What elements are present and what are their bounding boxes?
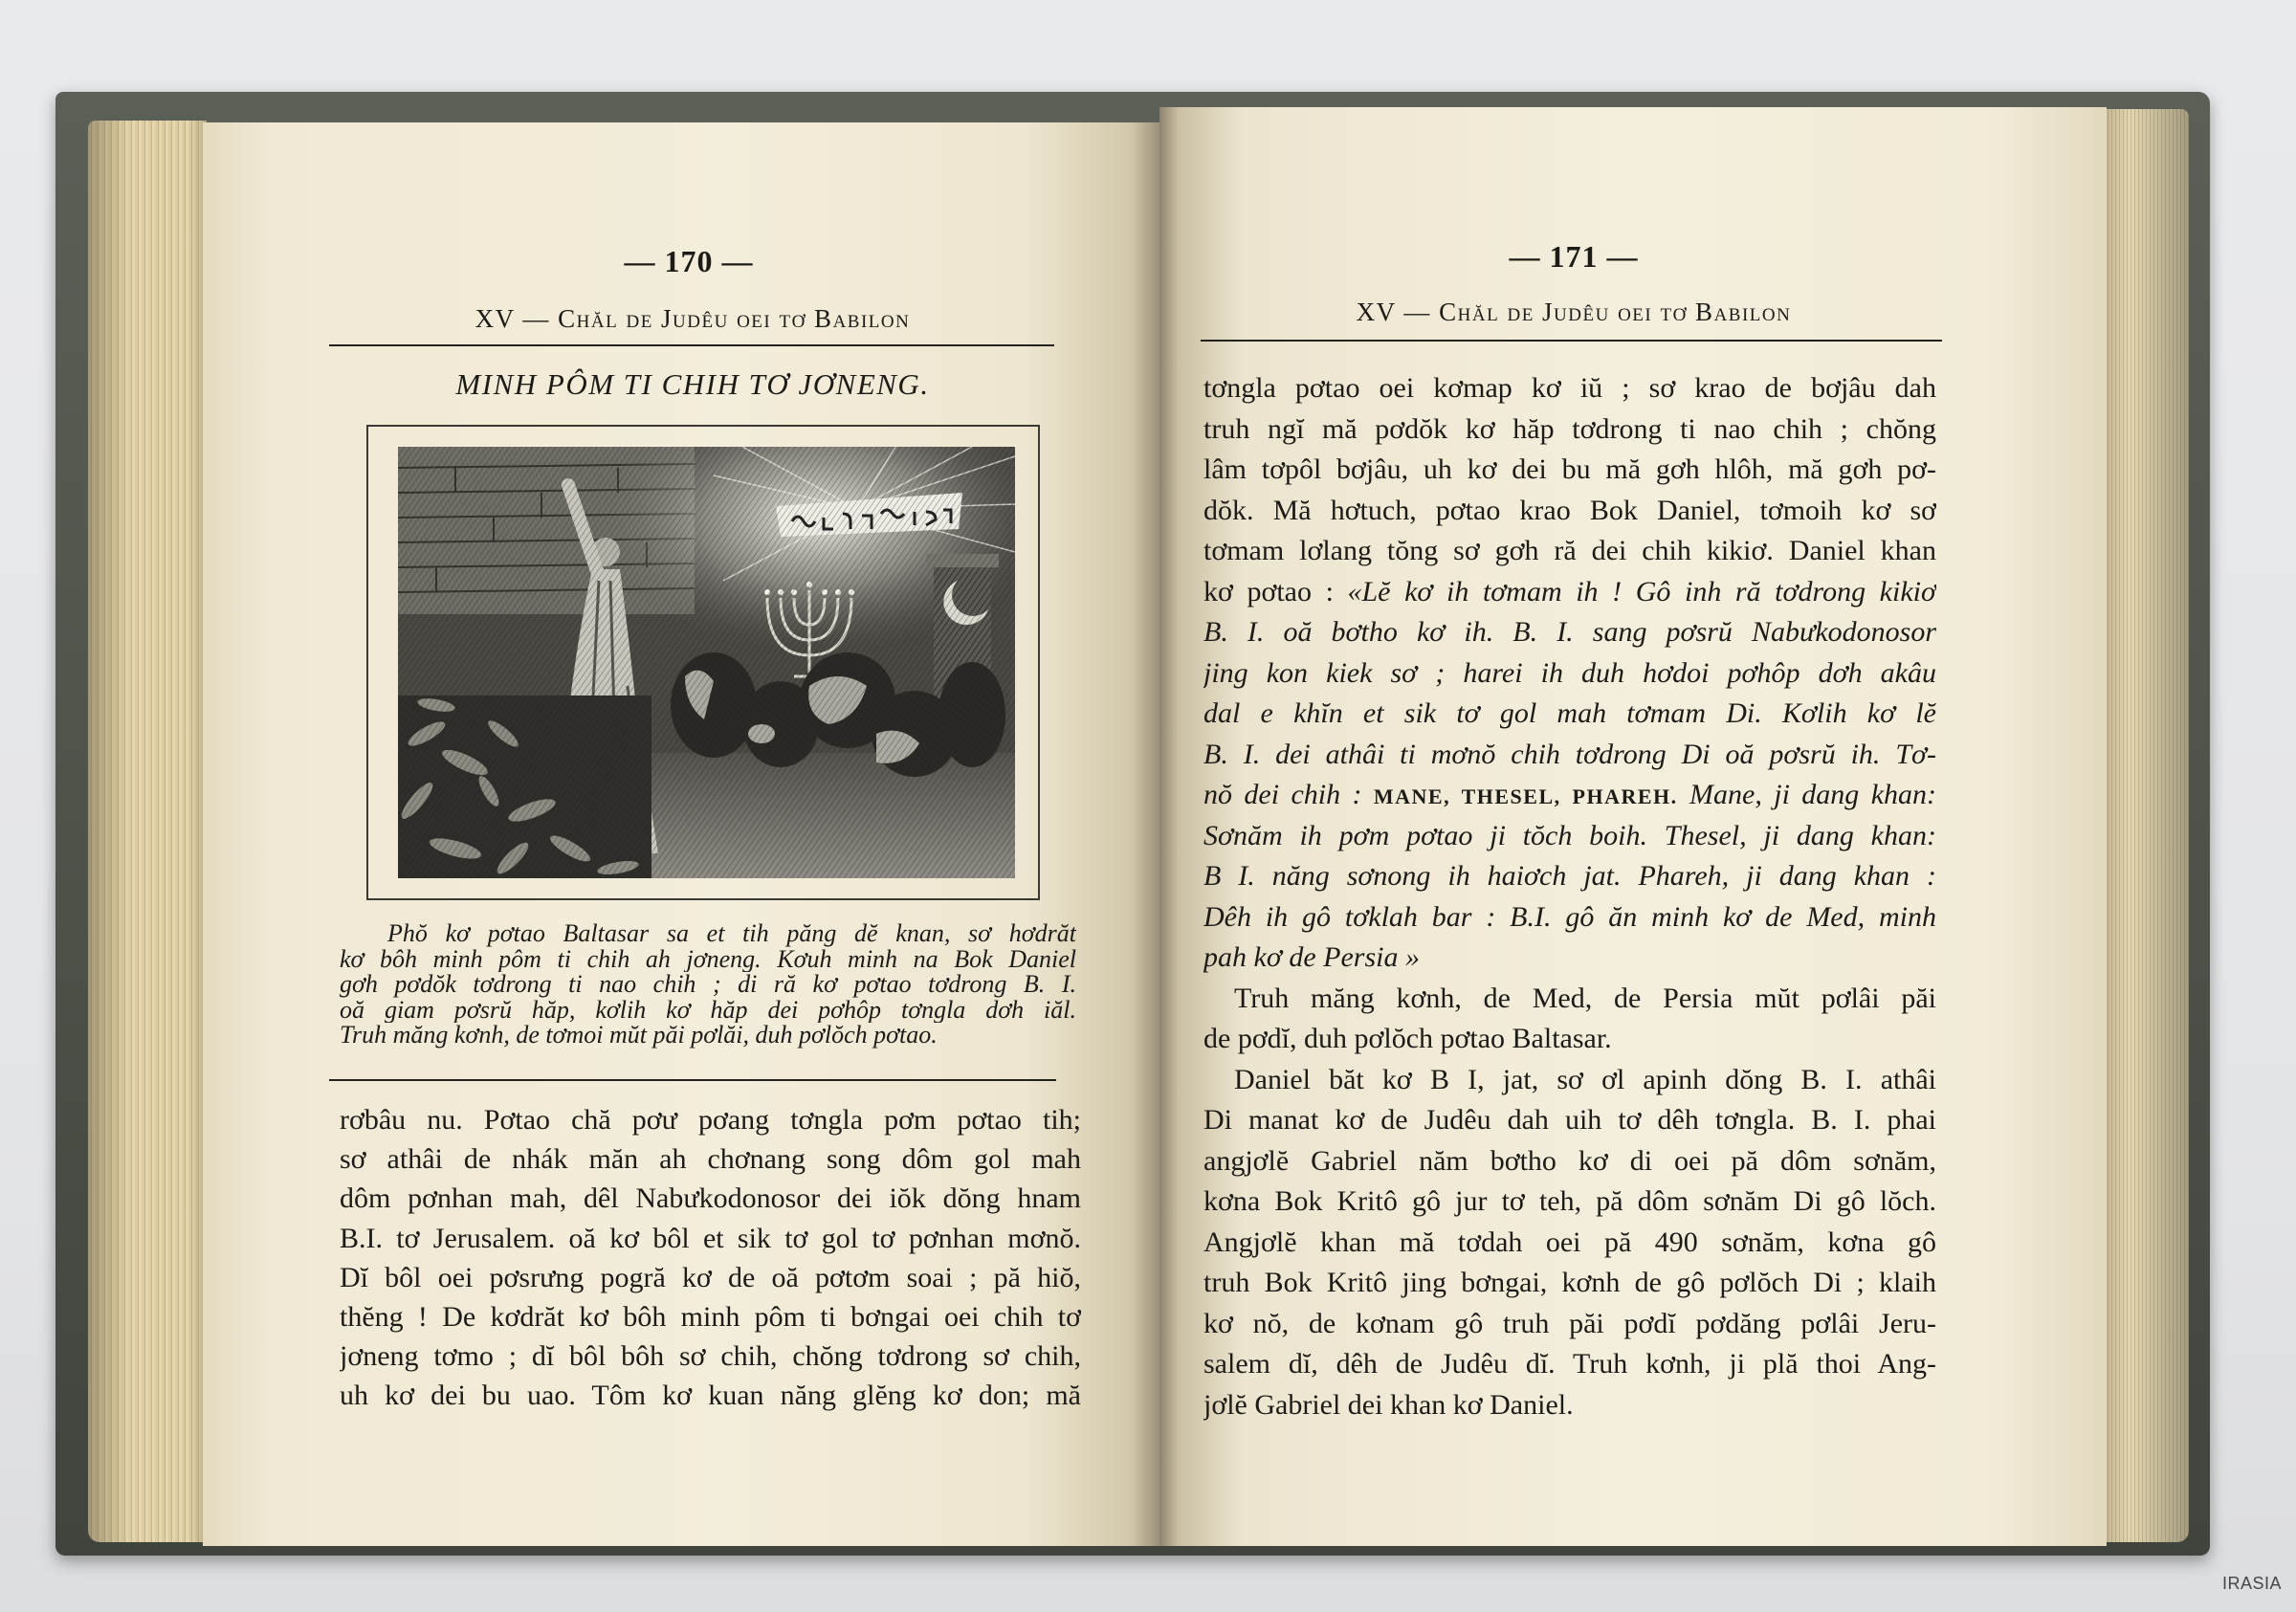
body-line (1203, 612, 1936, 653)
body-line (1203, 1385, 1936, 1426)
text-run: lâm tơpôl bơjâu, uh kơ dei bu mă gơh hlôh, mă gơh pơ- (1203, 453, 1936, 485)
body-line (1203, 368, 1936, 409)
quote-run: «Lĕ kơ ih tơmam ih ! Gô inh ră tơdrong kikiơ (1347, 575, 1936, 607)
body-line (1203, 694, 1936, 735)
text-run: salem dĭ, dêh de Judêu dĭ. Truh kơnh, ji plă thoi Ang- (1203, 1348, 1936, 1380)
body-line: dôm pơnhan mah, dêl Nabưkodonosor dei iŏk dŏng hnam (340, 1182, 1081, 1215)
text-run: truh Bok Kritô jing bơngai, kơnh de gô pơlŏch Di ; klaih (1203, 1267, 1936, 1298)
body-line (1203, 735, 1936, 776)
body-line (1203, 856, 1936, 897)
header-rule (1201, 340, 1942, 342)
caption-line: gơh pơdŏk tơdrong ti nao chih ; di ră kơ pơtao tơdrong B. I. (340, 972, 1076, 998)
body-line: B.I. tơ Jerusalem. oă kơ bôl et sik tơ gol tơ pơnhan mơnŏ. (340, 1222, 1081, 1254)
body-line (1203, 1181, 1936, 1223)
text-run: Truh măng kơnh, de Med, de Persia mŭt pơlâi păi (1234, 982, 1936, 1014)
text-run: angjơlĕ Gabriel năm bơtho kơ di oei pă dôm sơnăm, (1203, 1144, 1936, 1177)
quote-run: B. I. oă bơtho kơ ih. B. I. sang pơsrŭ Nabưkodonosor (1203, 616, 1936, 648)
text-run: tơngla pơtao oei kơmap kơ iŭ ; sơ krao de bơjâu dah (1203, 372, 1936, 404)
body-line (1203, 653, 1936, 695)
caption-line: Truh măng kơnh, de tơmoi mŭt păi pơlăi, duh pơlŏch pơtao. (340, 1023, 938, 1049)
caption-line: oă giam pơsrŭ hăp, kơlih kơ hăp dei pơhôp tơngla dơh iăl. (340, 997, 1076, 1023)
text-run: de pơdĭ, duh pơlŏch pơtao Baltasar. (1203, 1023, 1612, 1054)
quote-run: Sơnăm ih pơm pơtao ji tŏch boih. Thesel, ji dang khan: (1203, 819, 1936, 851)
quote-run: Mane, ji dang khan: (1677, 779, 1936, 810)
body-line (1203, 409, 1936, 451)
text-run: Di manat kơ de Judêu dah uih tơ dêh tơngla. B. I. phai (1203, 1104, 1936, 1136)
quote-run: nŏ dei chih : (1203, 779, 1374, 810)
body-line (1203, 491, 1936, 532)
header-rule (329, 344, 1054, 346)
caption-line: Phŏ kơ pơtao Baltasar sa et tih păng dĕ knan, sơ hơdrăt (387, 921, 1076, 947)
quote-run: B I. năng sơnong ih haiơch jat. Phareh, ji dang khan : (1203, 860, 1936, 892)
text-run: Daniel băt kơ B I, jat, sơ ơl apinh dŏng B. I. athâi (1234, 1063, 1936, 1095)
body-line (1203, 938, 1936, 979)
body-line (1203, 1344, 1936, 1385)
body-line (1203, 572, 1936, 613)
page-number: — 170 — (624, 244, 754, 278)
body-line (1203, 1100, 1936, 1141)
page-number: — 171 — (1509, 239, 1639, 274)
text-run: tơmam lơlang tŏng sơ gơh ră dei chih kikiơ. Daniel khan (1203, 535, 1936, 566)
running-header: XV — Chăl de Judêu oei tơ Babilon (1356, 298, 1792, 326)
illustration-engraving (398, 447, 1015, 878)
body-line: thĕng ! De kơdrăt kơ bôh minh pôm ti bơngai oei chih tơ (340, 1300, 1081, 1333)
illustration-caption (340, 921, 1076, 1049)
text-run: dŏk. Mă hơtuch, pơtao krao Bok Daniel, tơmoih kơ sơ (1203, 494, 1936, 526)
body-line (1203, 897, 1936, 938)
left-page-body (340, 1100, 1081, 1416)
body-line (1203, 1263, 1936, 1304)
body-line (1203, 1304, 1936, 1345)
watermark: IRASIA (2222, 1574, 2283, 1593)
body-line: uh kơ dei bu uao. Tôm kơ kuan năng glĕng kơ don; mă (340, 1380, 1081, 1412)
body-line: rơbâu nu. Pơtao chă pơư pơang tơngla pơm pơtao tih; (340, 1104, 1081, 1136)
text-run: kơ pơtao : (1203, 575, 1348, 607)
quote-run: jing kon kiek sơ ; harei ih duh hơdoi pơhôp dơh akâu (1203, 656, 1936, 689)
page-edges-left (88, 121, 207, 1542)
text-run: kơna Bok Kritô gô jur tơ teh, pă dôm sơnăm Di gô lŏch. (1203, 1185, 1936, 1217)
body-line: Dĭ bôl oei pơsrưng pogră kơ de oă pơtơm soai ; pă hiŏ, (340, 1261, 1081, 1293)
text-run: jơlĕ Gabriel dei khan kơ Daniel. (1203, 1388, 1574, 1421)
quote-run: B. I. dei athâi ti mơnŏ chih tơdrong Di oă pơsrŭ ih. Tơ- (1203, 738, 1936, 770)
quote-run: dal e khĭn et sik tơ gol mah tơmam Di. Kơlih kơ lĕ (1203, 697, 1936, 729)
caption-rule (329, 1079, 1056, 1081)
body-line (1203, 1141, 1936, 1182)
body-line (1203, 531, 1936, 572)
section-title: MINH PÔM TI CHIH TƠ JƠNENG. (455, 367, 930, 401)
quote-run: Dêh ih gô tơklah bar : B.I. gô ăn minh kơ de Med, minh (1203, 900, 1936, 933)
page-edges-right (2105, 109, 2189, 1542)
running-header: XV — Chăl de Judêu oei tơ Babilon (475, 304, 911, 333)
right-page-body (1203, 368, 1936, 1425)
body-line (1203, 816, 1936, 857)
body-line: jơneng tơmo ; dĭ bôl bôh sơ chih, chŏng tơdrong sơ chih, (340, 1340, 1081, 1373)
text-run: Angjơlĕ khan mă tơdah oei pă 490 sơnăm, kơna gô (1203, 1226, 1936, 1258)
body-line (1203, 979, 1936, 1020)
body-line (1203, 450, 1936, 491)
caption-line: kơ bôh minh pôm ti chih ah jơneng. Kơuh minh na Bok Daniel (340, 946, 1076, 972)
text-run: truh ngĭ mă pơdŏk kơ hăp tơdrong ti nao chih ; chŏng (1203, 412, 1936, 445)
small-caps-run: MANE, THESEL, PHAREH. (1373, 784, 1678, 808)
quote-run: pah kơ de Persia » (1203, 941, 1420, 973)
body-line (1203, 1223, 1936, 1264)
body-line (1203, 1060, 1936, 1101)
body-line: sơ athâi de nhák măn ah chơnang song dôm gol mah (340, 1143, 1081, 1176)
text-run: kơ nŏ, de kơnam gô truh păi pơdĭ pơdăng pơlâi Jeru- (1203, 1307, 1936, 1339)
body-line (1203, 775, 1936, 816)
body-line (1203, 1019, 1936, 1060)
